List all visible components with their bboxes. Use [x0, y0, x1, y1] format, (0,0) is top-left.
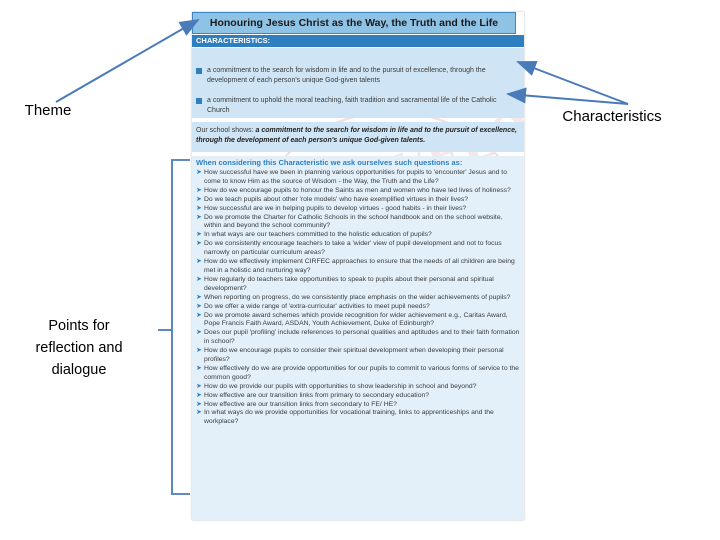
arrow-bullet-icon: ➤	[196, 400, 202, 408]
arrow-bullet-icon: ➤	[196, 382, 202, 390]
question-text: How effective are our transition links from secondary to FE/ HE?	[204, 400, 397, 408]
characteristics-header: CHARACTERISTICS:	[192, 35, 524, 47]
characteristics-arrow-bottom	[508, 94, 628, 104]
question-text: Do we promote the Charter for Catholic Schools in the school handbook and on the school website, within and beyond the school community?	[204, 213, 503, 230]
theme-label: Theme	[24, 102, 72, 119]
arrow-bullet-icon: ➤	[196, 293, 202, 301]
question-text: Do we offer a wide range of 'extra-curricular' activities to meet pupil needs?	[204, 302, 430, 310]
question-text: When reporting on progress, do we consistently place emphasis on the wider achievements of pupils?	[204, 293, 511, 301]
arrow-bullet-icon: ➤	[196, 329, 202, 337]
arrow-bullet-icon: ➤	[196, 311, 202, 319]
shows-text: a commitment to the search for wisdom in life and to the pursuit of excellence, through the development of each person's unique God-given talents.	[196, 127, 517, 144]
question-text: How successful are we in helping pupils to develop virtues - good habits - in their lives?	[204, 204, 467, 212]
question-text: How effective are our transition links from primary to secondary education?	[204, 391, 430, 399]
shows-prefix: Our school shows:	[196, 127, 254, 134]
arrow-bullet-icon: ➤	[196, 258, 202, 266]
characteristic-text: a commitment to uphold the moral teaching, faith tradition and sacramental life of the Catholic Church	[207, 97, 497, 114]
question-text: How do we encourage pupils to consider their spiritual development when developing their personal profiles?	[204, 347, 504, 364]
question-text: Do we promote award schemes which provide recognition for wider achievement e.g., Caritas Award, Pope Francis Faith Award, ASDAN, Youth Achievement, Duke of Edinburgh?	[204, 311, 508, 328]
characteristics-arrow-top	[518, 62, 628, 104]
arrow-bullet-icon: ➤	[196, 302, 202, 310]
arrow-bullet-icon: ➤	[196, 347, 202, 355]
arrow-bullet-icon: ➤	[196, 169, 202, 176]
arrow-bullet-icon: ➤	[196, 231, 202, 239]
arrow-bullet-icon: ➤	[196, 186, 202, 194]
characteristics-label: Characteristics	[562, 108, 662, 125]
question-text: In what ways are our teachers committed to the holistic education of pupils?	[204, 231, 432, 239]
arrow-bullet-icon: ➤	[196, 391, 202, 399]
question-text: How effectively do we are provide opportunities for our pupils to commit to various forms of service to the common good?	[204, 364, 519, 381]
question-text: Do we consistently encourage teachers to take a 'wider' view of pupil development and not to focus narrowly on particular curriculum areas?	[204, 240, 502, 257]
document-title: Honouring Jesus Christ as the Way, the Truth and the Life	[209, 17, 499, 29]
question-text: Do we teach pupils about other 'role models' who have exemplified virtues in their lives?	[204, 195, 469, 203]
question-text: In what ways do we provide opportunities for vocational training, links to apprenticeships and the workplace?	[204, 409, 494, 426]
question-text: How regularly do teachers take opportunities to speak to pupils about their personal and spiritual development?	[204, 275, 494, 292]
arrow-bullet-icon: ➤	[196, 240, 202, 248]
questions-header: When considering this Characteristic we ask ourselves such questions as:	[196, 158, 463, 167]
arrow-bullet-icon: ➤	[196, 409, 202, 417]
questions-bracket	[172, 160, 190, 494]
arrow-bullet-icon: ➤	[196, 195, 202, 203]
question-text: How do we encourage pupils to honour the Saints as men and women who have led lives of holiness?	[204, 186, 511, 194]
question-text: How do we provide our pupils with opportunities to show leadership in school and beyond?	[204, 382, 477, 390]
question-text: How do we effectively implement CIRFEC approaches to ensure that the needs of all children are being met in a holistic and nurturing way?	[204, 258, 515, 274]
arrow-bullet-icon: ➤	[196, 275, 202, 283]
characteristic-text: a commitment to the search for wisdom in life and to the pursuit of excellence, through the development of each person's unique God-given talents	[207, 67, 486, 84]
arrow-bullet-icon: ➤	[196, 213, 202, 221]
question-text: How successful have we been in planning various opportunities for pupils to 'encounter' Jesus and to come to know Him as the source of Wisdom - the Way, the Truth and the Life?	[204, 169, 507, 185]
theme-arrow	[56, 20, 198, 102]
arrow-bullet-icon: ➤	[196, 364, 202, 372]
points-label: Points for reflection and dialogue	[35, 318, 123, 378]
arrow-bullet-icon: ➤	[196, 204, 202, 212]
question-text: Does our pupil 'profiling' include references to personal qualities and aptitudes and to their faith formation in school?	[204, 329, 520, 346]
